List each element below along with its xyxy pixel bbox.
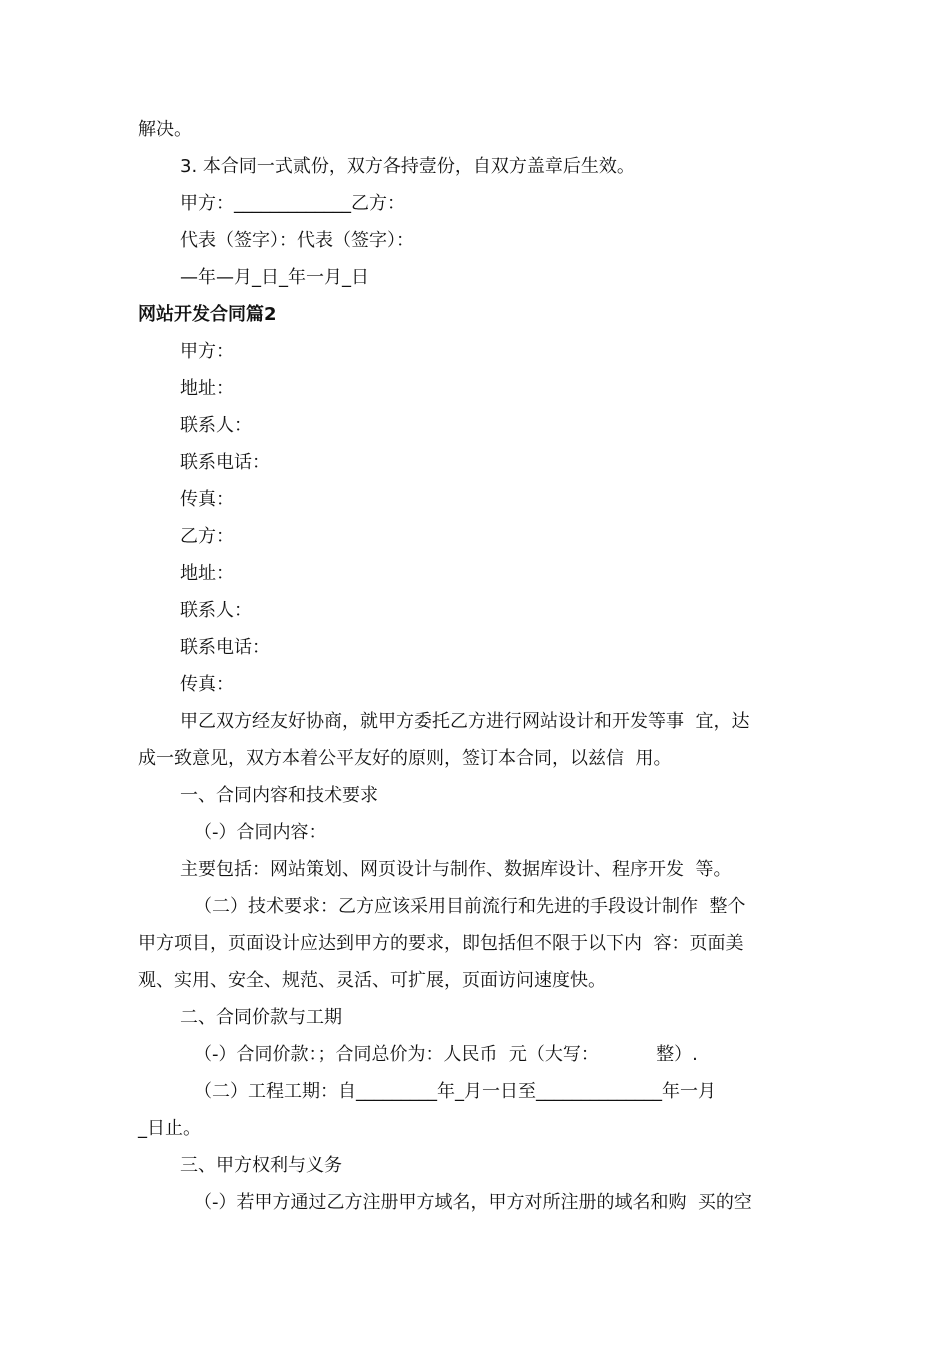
paragraph-line: （-）合同价款：；合同总价为：人民币 元（大写： 整）. <box>194 1044 698 1065</box>
signature-line: 甲方：_____________乙方： <box>180 193 405 214</box>
paragraph-line: 甲乙双方经友好协商，就甲方委托乙方进行网站设计和开发等事 宜，达 <box>180 711 750 732</box>
clause-heading: 二、合同价款与工期 <box>180 1007 342 1028</box>
field-label: 甲方： <box>180 341 234 362</box>
signature-line: 代表（签字）：代表（签字）： <box>180 230 414 251</box>
field-label: 乙方： <box>180 526 234 547</box>
clause-heading: 一、合同内容和技术要求 <box>180 785 378 806</box>
subclause-heading: （-）合同内容： <box>194 822 327 843</box>
text-line: 解决。 <box>138 119 192 140</box>
date-line: —年—月_日_年一月_日 <box>180 267 369 288</box>
paragraph-line: 主要包括：网站策划、网页设计与制作、数据库设计、程序开发 等。 <box>180 859 732 880</box>
paragraph-line: _日止。 <box>138 1118 201 1139</box>
field-label: 联系电话： <box>180 637 270 658</box>
text-line: 3. 本合同一式贰份，双方各持壹份，自双方盖章后生效。 <box>180 156 635 177</box>
paragraph-line: （二）技术要求：乙方应该采用目前流行和先进的手段设计制作 整个 <box>194 896 746 917</box>
field-label: 联系人： <box>180 600 252 621</box>
field-label: 联系人： <box>180 415 252 436</box>
field-label: 传真： <box>180 489 234 510</box>
clause-heading: 三、甲方权利与义务 <box>180 1155 342 1176</box>
paragraph-line: 观、实用、安全、规范、灵活、可扩展，页面访问速度快。 <box>138 970 606 991</box>
paragraph-line: 成一致意见，双方本着公平友好的原则，签订本合同，以兹信 用。 <box>138 748 672 769</box>
paragraph-line: 甲方项目，页面设计应达到甲方的要求，即包括但不限于以下内 容：页面美 <box>138 933 744 954</box>
paragraph-line: （二）工程工期：自_________年_月一日至______________年一月 <box>194 1081 716 1102</box>
paragraph-line: （-）若甲方通过乙方注册甲方域名，甲方对所注册的域名和购 买的空 <box>194 1192 752 1213</box>
field-label: 传真： <box>180 674 234 695</box>
section-heading: 网站开发合同篇2 <box>138 304 277 325</box>
field-label: 地址： <box>180 563 234 584</box>
field-label: 地址： <box>180 378 234 399</box>
field-label: 联系电话： <box>180 452 270 473</box>
